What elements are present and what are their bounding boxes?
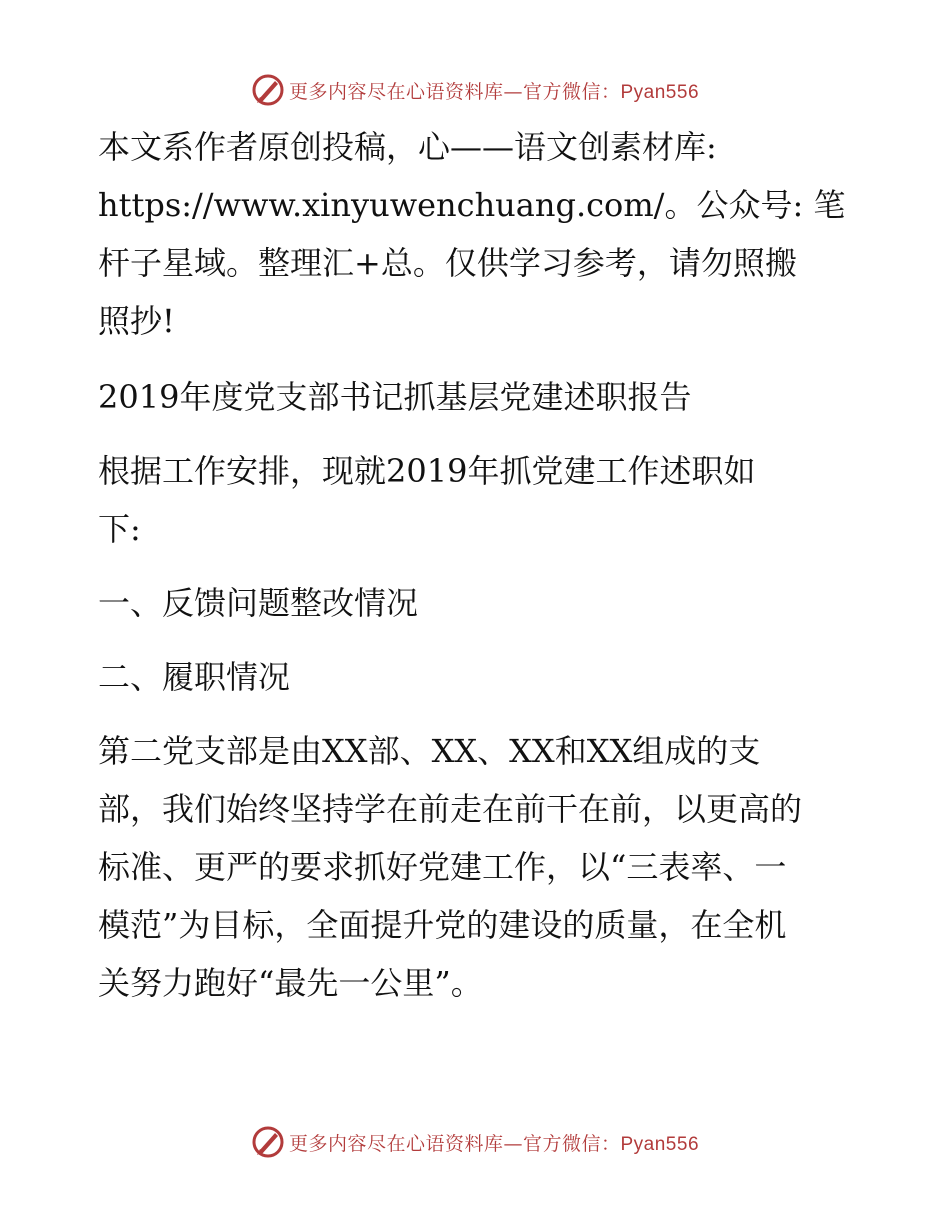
opening-paragraph — [98, 442, 858, 558]
footer-watermark — [0, 1124, 950, 1160]
watermark-text: 更多内容尽在心语资料库—官方微信：Pyan556 — [288, 1132, 700, 1155]
opening-line: 根据工作安排，现就2019年抓党建工作述职如 — [98, 452, 756, 490]
quill-pen-seal-icon — [251, 1125, 285, 1159]
watermark-text: 更多内容尽在心语资料库—官方微信：Pyan556 — [288, 80, 700, 103]
intro-line: https://www.xinyuwenchuang.com/。公众号: 笔 — [98, 186, 846, 224]
body-paragraph — [98, 722, 858, 1012]
body-line: 模范”为目标，全面提升党的建设的质量，在全机 — [98, 906, 787, 944]
header-watermark — [0, 72, 950, 108]
intro-paragraph — [98, 118, 858, 350]
intro-line: 杆子星域。整理汇+总。仅供学习参考，请勿照搬 — [98, 244, 797, 282]
opening-line: 下: — [98, 510, 141, 548]
body-line: 关努力跑好“最先一公里”。 — [98, 964, 483, 1002]
intro-line: 照抄! — [98, 302, 175, 340]
body-line: 标准、更严的要求抓好党建工作，以“三表率、一 — [98, 848, 787, 886]
section-heading-1: 一、反馈问题整改情况 — [98, 584, 419, 622]
section-heading-2: 二、履职情况 — [98, 658, 291, 696]
intro-line: 本文系作者原创投稿，心——语文创素材库: — [98, 128, 717, 166]
report-title: 2019年度党支部书记抓基层党建述职报告 — [98, 378, 692, 416]
body-line: 部，我们始终坚持学在前走在前干在前，以更高的 — [98, 790, 803, 828]
quill-pen-seal-icon — [251, 73, 285, 107]
body-line: 第二党支部是由XX部、XX、XX和XX组成的支 — [98, 732, 761, 770]
